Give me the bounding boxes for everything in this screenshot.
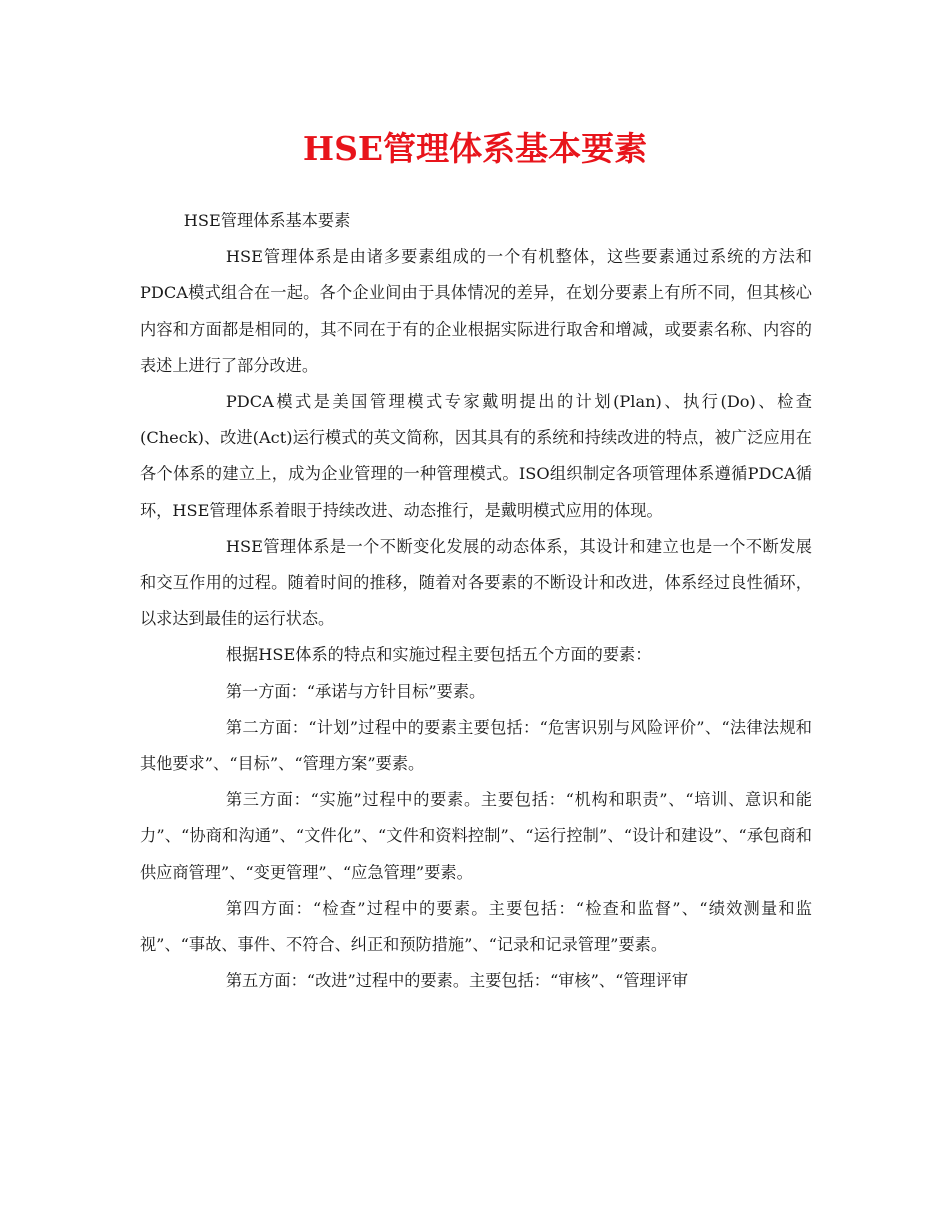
paragraph: 根据HSE体系的特点和实施过程主要包括五个方面的要素：: [225, 645, 652, 665]
paragraph: PDCA模式是美国管理模式专家戴明提出的计划(Plan)、执行(Do)、检查(Check)、改进(Act)运行模式的英文简称，因其具有的系统和持续改进的特点，被广泛应用在各个体系的建立上，成为企业管理的一种管理模式。ISO组织制定各项管理体系遵循PDCA循环，HSE管理体系着眼于持续改进、动态推行，是戴明模式应用的体现。: [140, 392, 812, 520]
document-subtitle: HSE管理体系基本要素: [183, 211, 351, 230]
paragraph: 第二方面：“计划”过程中的要素主要包括：“危害识别与风险评价”、“法律法规和其他要求”、“目标”、“管理方案”要素。: [140, 717, 812, 774]
paragraph: HSE管理体系是由诸多要素组成的一个有机整体，这些要素通过系统的方法和PDCA模式组合在一起。各个企业间由于具体情况的差异，在划分要素上有所不同，但其核心内容和方面都是相同的，其不同在于有的企业根据实际进行取舍和增减，或要素名称、内容的表述上进行了部分改进。: [140, 247, 812, 375]
paragraph: 第一方面：“承诺与方针目标”要素。: [225, 681, 486, 701]
paragraph: 第四方面：“检查”过程中的要素。主要包括：“检查和监督”、“绩效测量和监视”、“事故、事件、不符合、纠正和预防措施”、“记录和记录管理”要素。: [140, 898, 812, 955]
document-body: [140, 203, 812, 999]
paragraph: HSE管理体系是一个不断变化发展的动态体系，其设计和建立也是一个不断发展和交互作用的过程。随着时间的推移，随着对各要素的不断设计和改进，体系经过良性循环，以求达到最佳的运行状态。: [140, 536, 812, 629]
paragraph: 第三方面：“实施”过程中的要素。主要包括：“机构和职责”、“培训、意识和能力”、“协商和沟通”、“文件化”、“文件和资料控制”、“运行控制”、“设计和建设”、“承包商和供应商管理”、“变更管理”、“应急管理”要素。: [140, 790, 812, 882]
document-title: HSE管理体系基本要素: [302, 129, 648, 168]
paragraph: 第五方面：“改进”过程中的要素。主要包括：“审核”、“管理评审: [225, 971, 689, 991]
